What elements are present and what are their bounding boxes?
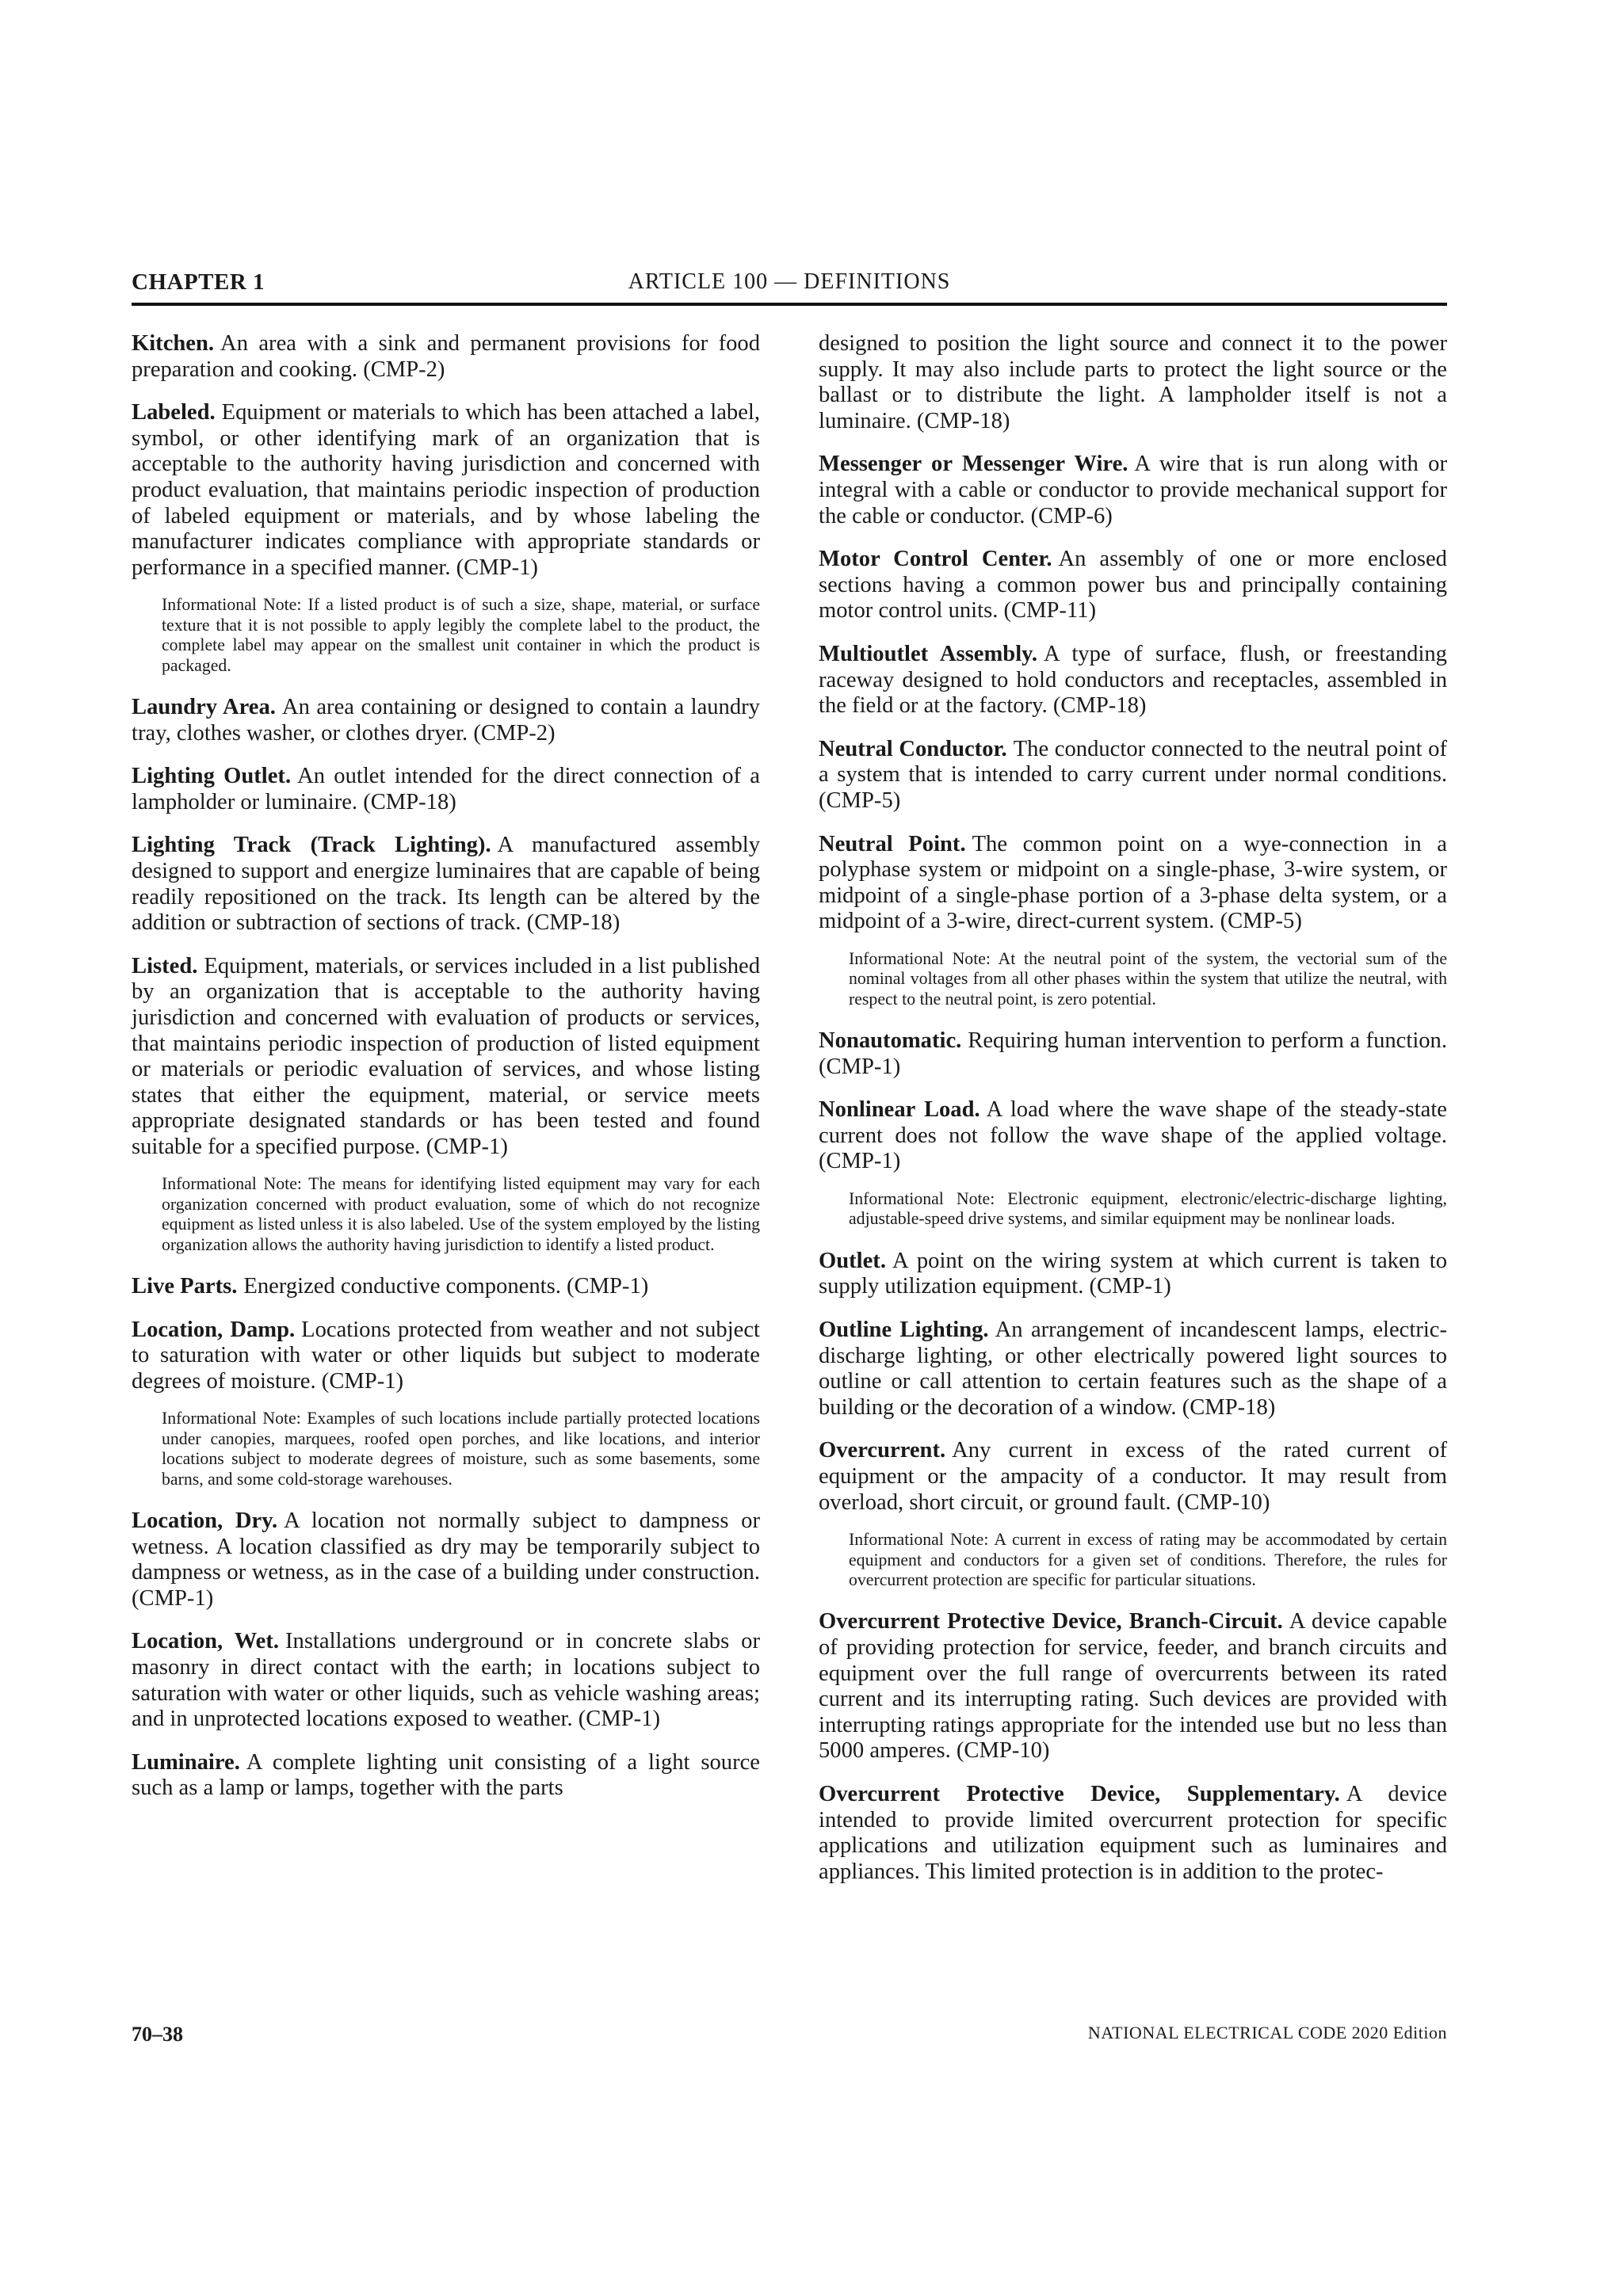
left-column <box>132 331 760 1819</box>
definition-text: A type of surface, flush, or freestanding raceway designed to hold conductors and receptacles, assembled in the field or at the factory. (CMP-18) <box>819 641 1447 719</box>
definition-term: Luminaire. <box>132 1749 240 1775</box>
definition-term: Lighting Outlet. <box>132 764 292 789</box>
definition-entry <box>132 954 760 1161</box>
definition-text: A device intended to provide limited overcurrent protection for specific applications and utilization equipment such as luminaires and appliances. This limited protection is in addition to the protec- <box>819 1782 1447 1884</box>
definition-term: Lighting Track (Track Lighting). <box>132 833 491 858</box>
definition-text: Equipment, materials, or services included in a list published by an organization that is acceptable to the authority having jurisdiction and concerned with evaluation of products or services, that maintains periodic inspection of production of listed equipment or materials or periodic evaluation of services, and whose listing states that either the equipment, material, or service meets appropriate designated standards or has been tested and found suitable for a specified purpose. (CMP-1) <box>132 953 760 1159</box>
definition-term: Outline Lighting. <box>819 1318 989 1343</box>
definition-text: A point on the wiring system at which current is taken to supply utilization equipment. (CMP-1) <box>819 1248 1447 1299</box>
informational-note: Informational Note: Electronic equipment, electronic/electric-discharge lighting, adjustable-speed drive systems, and similar equipment may be nonlinear loads. <box>849 1189 1447 1229</box>
definition-entry <box>819 1028 1447 1080</box>
page-number: 70–38 <box>132 2023 183 2046</box>
right-column <box>819 331 1447 1902</box>
definition-text: designed to position the light source and connect it to the power supply. It may also include parts to protect the light source or the ballast or to distribute the light. A lampholder itself is not a luminaire. (CMP-18) <box>819 331 1447 433</box>
page-footer <box>132 2023 1447 2046</box>
definition-entry <box>132 764 760 815</box>
informational-note: Informational Note: At the neutral point of the system, the vectorial sum of the nominal voltages from all other phases within the system that utilize the neutral, with respect to the neutral point, is zero potential. <box>849 948 1447 1009</box>
definition-text: Energized conductive components. (CMP-1) <box>243 1274 649 1299</box>
definition-entry <box>819 1318 1447 1421</box>
definition-term: Overcurrent. <box>819 1438 946 1463</box>
definition-entry <box>819 547 1447 624</box>
definition-term: Kitchen. <box>132 331 215 356</box>
article-title: ARTICLE 100 — DEFINITIONS <box>628 269 951 294</box>
definition-term: Overcurrent Protective Device, Supplementary. <box>819 1782 1340 1806</box>
definition-term: Overcurrent Protective Device, Branch-Circuit. <box>819 1609 1283 1634</box>
definition-term: Location, Damp. <box>132 1317 296 1342</box>
definition-term: Location, Wet. <box>132 1629 279 1654</box>
definition-text: An outlet intended for the direct connection of a lampholder or luminaire. (CMP-18) <box>132 764 760 814</box>
page-header <box>132 269 1447 306</box>
definition-entry <box>819 1438 1447 1516</box>
definition-term: Neutral Point. <box>819 831 966 856</box>
definition-term: Messenger or Messenger Wire. <box>819 452 1128 477</box>
definition-text: A complete lighting unit consisting of a light source such as a lamp or lamps, together with the parts <box>132 1749 760 1801</box>
definition-entry <box>132 331 760 383</box>
definition-text: The common point on a wye-connection in a polyphase system or midpoint on a single-phase, 3-wire system, or midpoint of a single-phase portion of a 3-phase delta system, or a midpoint of a 3-wire, direct-current system. (CMP-5) <box>819 831 1447 934</box>
definition-entry <box>132 1629 760 1732</box>
definition-text: Requiring human intervention to perform a function. (CMP-1) <box>819 1028 1447 1079</box>
definition-term: Nonlinear Load. <box>819 1097 980 1123</box>
definition-term: Multioutlet Assembly. <box>819 641 1038 666</box>
definition-text: Installations underground or in concrete slabs or masonry in direct contact with the earth; in locations subject to saturation with water or other liquids, such as vehicle washing areas; and in unprotected locations exposed to weather. (CMP-1) <box>132 1629 760 1732</box>
definition-entry <box>132 1508 760 1611</box>
definition-text: A wire that is run along with or integral with a cable or conductor to provide mechanical support for the cable or conductor. (CMP-6) <box>819 452 1447 528</box>
definition-text: The conductor connected to the neutral point of a system that is intended to carry current under normal conditions. (CMP-5) <box>819 736 1447 813</box>
informational-note: Informational Note: If a listed product is of such a size, shape, material, or surface texture that it is not possible to apply legibly the complete label to the product, the complete label may appear on the smallest unit container in which the product is packaged. <box>162 595 760 675</box>
definition-entry <box>132 400 760 581</box>
definition-term: Nonautomatic. <box>819 1028 962 1054</box>
definition-entry <box>132 1750 760 1802</box>
definition-entry <box>819 331 1447 434</box>
definition-entry <box>819 1097 1447 1175</box>
definition-entry <box>132 1274 760 1300</box>
definition-text: A device capable of providing protection for service, feeder, and branch circuits and equipment over the full range of overcurrents between its rated current and its interrupting rating. Such devices are provided with interrupting ratings appropriate for the intended use but no less than 5000 amperes. (CMP-10) <box>819 1609 1447 1764</box>
definition-text: Any current in excess of the rated current of equipment or the ampacity of a conductor. It may result from overload, short circuit, or ground fault. (CMP-10) <box>819 1438 1447 1515</box>
definition-term: Labeled. <box>132 400 216 425</box>
definition-text: An arrangement of incandescent lamps, electric-discharge lighting, or other electrically powered light sources to outline or call attention to certain features such as the shape of a building or the decoration of a window. (CMP-18) <box>819 1318 1448 1420</box>
definition-term: Motor Control Center. <box>819 547 1052 572</box>
definition-text: A load where the wave shape of the steady-state current does not follow the wave shape of the applied voltage. (CMP-1) <box>819 1097 1447 1174</box>
definition-text: A location not normally subject to dampness or wetness. A location classified as dry may be temporarily subject to dampness or wetness, as in the case of a building under construction. (CMP-1) <box>132 1508 760 1611</box>
definition-entry <box>819 1782 1447 1885</box>
definition-entry <box>819 1249 1447 1300</box>
edition-label: NATIONAL ELECTRICAL CODE 2020 Edition <box>1087 2023 1447 2042</box>
definition-entry <box>132 1318 760 1395</box>
informational-note: Informational Note: The means for identifying listed equipment may vary for each organization concerned with product evaluation, some of which do not recognize equipment as listed unless it is also labeled. Use of the system employed by the listing organization allows the authority having jurisdiction to identify a listed product. <box>162 1174 760 1254</box>
definition-term: Neutral Conductor. <box>819 736 1007 761</box>
definition-text: An area with a sink and permanent provisions for food preparation and cooking. (CMP-2) <box>132 331 760 382</box>
definition-term: Live Parts. <box>132 1274 238 1299</box>
definition-entry <box>819 1609 1447 1764</box>
definition-text: An area containing or designed to contain a laundry tray, clothes washer, or clothes dryer. (CMP-2) <box>132 694 760 746</box>
definition-entry <box>819 832 1447 935</box>
definition-text: Equipment or materials to which has been attached a label, symbol, or other identifying mark of an organization that is acceptable to the authority having jurisdiction and concerned with product evaluation, that maintains periodic inspection of production of labeled equipment or materials, and by whose labeling the manufacturer indicates compliance with appropriate standards or performance in a specified manner. (CMP-1) <box>132 400 760 580</box>
informational-note: Informational Note: Examples of such locations include partially protected locations under canopies, marquees, roofed open porches, and like locations, and interior locations subject to moderate degrees of moisture, such as some basements, some barns, and some cold-storage warehouses. <box>162 1409 760 1489</box>
informational-note: Informational Note: A current in excess of rating may be accommodated by certain equipment and conductors for a given set of conditions. Therefore, the rules for overcurrent protection are specific for particular situations. <box>849 1530 1447 1590</box>
definition-term: Outlet. <box>819 1248 886 1273</box>
definition-entry <box>819 737 1447 814</box>
definition-term: Laundry Area. <box>132 694 276 719</box>
definition-entry <box>132 695 760 746</box>
definition-term: Location, Dry. <box>132 1508 278 1534</box>
definition-entry <box>819 452 1447 529</box>
definition-term: Listed. <box>132 953 198 978</box>
definition-entry <box>132 833 760 936</box>
definition-text: A manufactured assembly designed to support and energize luminaires that are capable of being readily repositioned on the track. Its length can be altered by the addition or subtraction of sections of track. (CMP-18) <box>132 833 760 936</box>
definition-text: An assembly of one or more enclosed sections having a common power bus and principally containing motor control units. (CMP-11) <box>819 547 1447 624</box>
definition-text: Locations protected from weather and not subject to saturation with water or other liquids but subject to moderate degrees of moisture. (CMP-1) <box>132 1317 761 1394</box>
definition-entry <box>819 642 1447 719</box>
chapter-label: CHAPTER 1 <box>132 269 265 295</box>
